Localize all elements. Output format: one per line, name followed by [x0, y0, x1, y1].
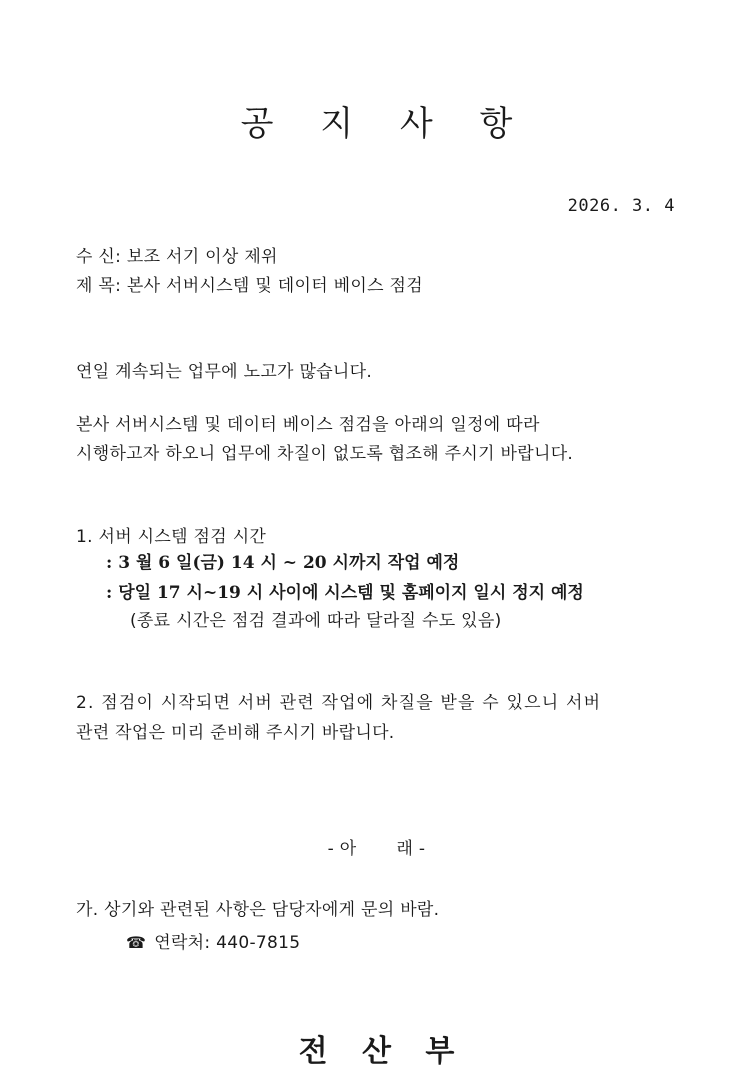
department-name: 전 산 부 — [298, 1034, 467, 1069]
document-title: 공 지 사 항 — [240, 104, 531, 144]
section1-heading: 1. 서버 시스템 점검 시간 — [76, 527, 267, 547]
contact-label: 연락처: 440-7815 — [154, 933, 301, 953]
intro-line-2: 시행하고자 하오니 업무에 차질이 없도록 협조해 주시기 바랍니다. — [76, 444, 574, 464]
recipient-line: 수 신: 보조 서기 이상 제위 — [76, 247, 278, 267]
section2-line-2: 관련 작업은 미리 준비해 주시기 바랍니다. — [76, 723, 395, 743]
below-heading: - 아 래 - — [327, 839, 426, 859]
contact-line — [126, 928, 300, 953]
section2-line-1: 2. 점검이 시작되면 서버 관련 작업에 차질을 받을 수 있으니 서버 — [76, 693, 602, 713]
subject-line: 제 목: 본사 서버시스템 및 데이터 베이스 점검 — [76, 276, 423, 296]
document-date: 2026. 3. 4 — [567, 196, 675, 216]
item-ga: 가. 상기와 관련된 사항은 담당자에게 문의 바람. — [76, 900, 440, 920]
section1-outage-line: : 당일 17 시~19 시 사이에 시스템 및 홈페이지 일시 정지 예정 — [106, 583, 584, 603]
intro-line-1: 본사 서버시스템 및 데이터 베이스 점검을 아래의 일정에 따라 — [76, 415, 540, 435]
phone-icon: ☎ — [126, 933, 147, 952]
section1-schedule-line: : 3 월 6 일(금) 14 시 ~ 20 시까지 작업 예정 — [106, 553, 460, 573]
greeting-text: 연일 계속되는 업무에 노고가 많습니다. — [76, 362, 373, 382]
section1-note: (종료 시간은 점검 결과에 따라 달라질 수도 있음) — [130, 611, 502, 631]
